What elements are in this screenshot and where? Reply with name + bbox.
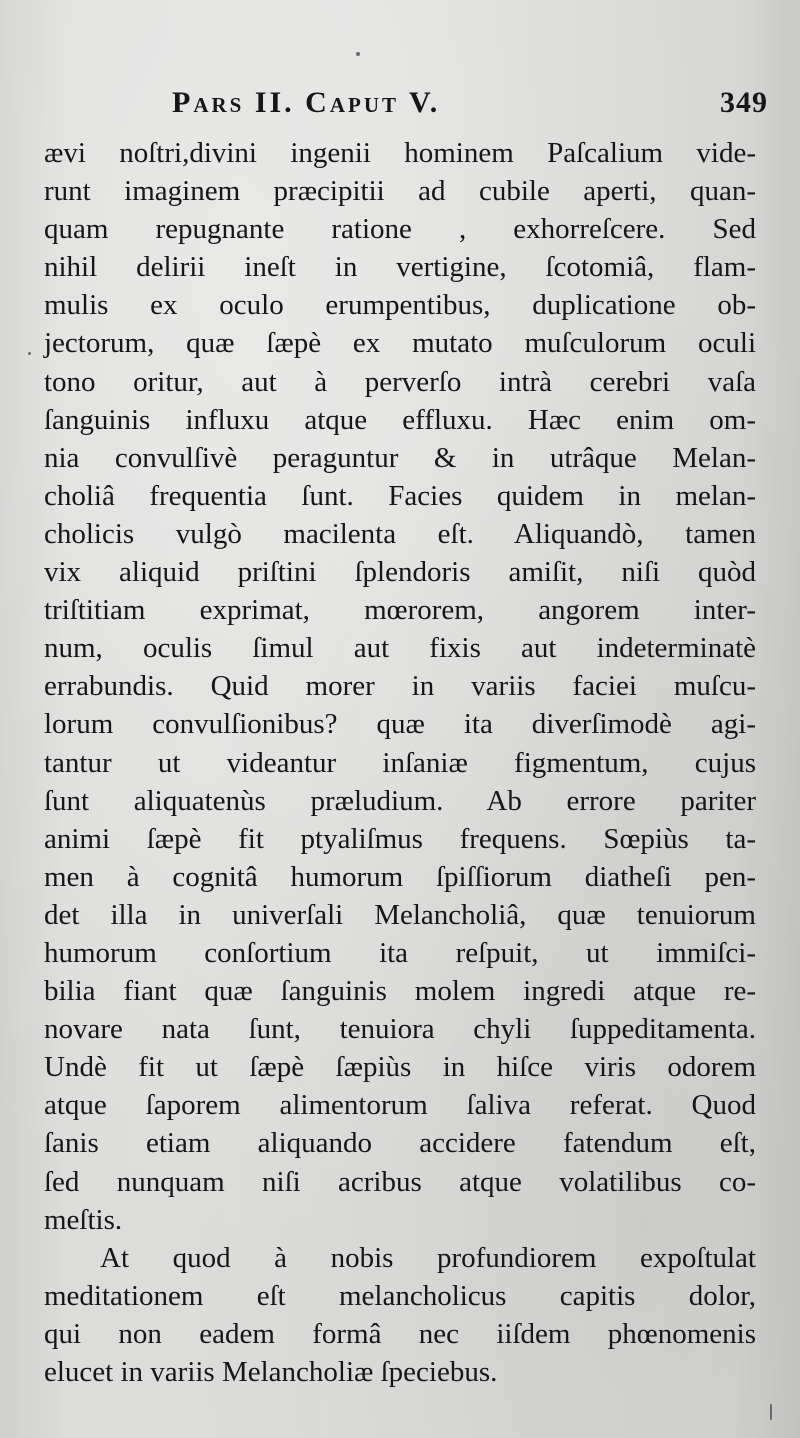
text-line: mulis ex oculo erumpentibus, duplicatione ob- bbox=[44, 289, 756, 322]
text-line: tono oritur, aut à perverſo intrà cerebri vaſa bbox=[44, 365, 756, 398]
text-line: nihil delirii ineſt in vertigine, ſcotomiâ, flam- bbox=[44, 251, 756, 284]
ink-speck bbox=[356, 52, 360, 56]
text-line: errabundis. Quid morer in variis faciei muſcu- bbox=[44, 670, 756, 703]
text-line: animi ſæpè fit ptyaliſmus frequens. Sœpiùs ta- bbox=[44, 822, 756, 855]
paragraph-end-line: meſtis. bbox=[44, 1203, 123, 1236]
text-line: Undè fit ut ſæpè ſæpiùs in hiſce viris odorem bbox=[44, 1051, 756, 1084]
ink-speck bbox=[770, 1404, 772, 1420]
running-title: Pars II. Caput V. bbox=[172, 86, 441, 119]
text-line: men à cognitâ humorum ſpiſſiorum diatheſi pen- bbox=[44, 860, 756, 893]
text-line: ſed nunquam niſi acribus atque volatilibus co- bbox=[44, 1165, 756, 1198]
text-line: meditationem eſt melancholicus capitis dolor, bbox=[44, 1279, 756, 1312]
text-line: jectorum, quæ ſæpè ex mutato muſculorum oculi bbox=[44, 327, 756, 360]
text-line: num, oculis ſimul aut fixis aut indeterminatè bbox=[44, 632, 756, 665]
ink-speck bbox=[28, 352, 31, 355]
paragraph-start-line: At quod à nobis profundiorem expoſtulat bbox=[100, 1241, 756, 1274]
text-line: ſunt aliquatenùs præludium. Ab errore pariter bbox=[44, 784, 756, 817]
text-line: atque ſaporem alimentorum ſaliva referat. Quod bbox=[44, 1089, 756, 1122]
text-line: runt imaginem præcipitii ad cubile aperti, quan- bbox=[44, 175, 756, 208]
text-line: ſanguinis influxu atque effluxu. Hæc enim om- bbox=[44, 403, 756, 436]
running-header bbox=[172, 86, 768, 130]
paragraph-end-line: elucet in variis Melancholiæ ſpeciebus. bbox=[44, 1356, 498, 1388]
body-text bbox=[44, 134, 756, 1391]
text-line: ſanis etiam aliquando accidere fatendum eſt, bbox=[44, 1127, 756, 1160]
text-line: triſtitiam exprimat, mœrorem, angorem inter- bbox=[44, 594, 756, 627]
text-line: nia convulſivè peraguntur & in utrâque Melan- bbox=[44, 441, 756, 474]
text-line: bilia fiant quæ ſanguinis molem ingredi atque re- bbox=[44, 975, 756, 1008]
text-line: det illa in univerſali Melancholiâ, quæ tenuiorum bbox=[44, 898, 756, 931]
text-line: novare nata ſunt, tenuiora chyli ſuppeditamenta. bbox=[44, 1013, 756, 1046]
text-line: choliâ frequentia ſunt. Facies quidem in melan- bbox=[44, 479, 756, 512]
text-line: vix aliquid priſtini ſplendoris amiſit, niſi quòd bbox=[44, 556, 756, 589]
text-line: humorum conſortium ita reſpuit, ut immiſci- bbox=[44, 936, 756, 969]
text-line: qui non eadem formâ nec iiſdem phœnomenis bbox=[44, 1317, 756, 1350]
text-line: tantur ut videantur inſaniæ figmentum, cujus bbox=[44, 746, 756, 779]
page-number: 349 bbox=[720, 86, 768, 119]
text-line: lorum convulſionibus? quæ ita diverſimodè agi- bbox=[44, 708, 756, 741]
text-line: ævi noſtri,divini ingenii hominem Paſcalium vide- bbox=[44, 137, 756, 169]
text-line: cholicis vulgò macilenta eſt. Aliquandò, tamen bbox=[44, 517, 756, 550]
text-line: quam repugnante ratione , exhorreſcere. Sed bbox=[44, 213, 756, 246]
